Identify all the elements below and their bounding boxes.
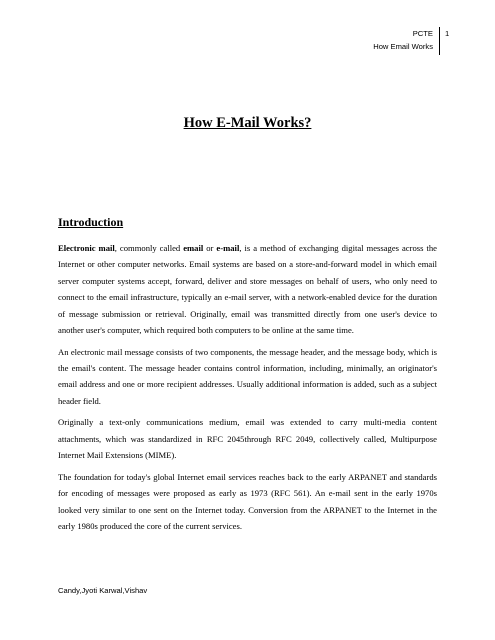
header-org: PCTE (412, 29, 433, 38)
header-doc-title: How Email Works (373, 42, 433, 51)
paragraph-2: An electronic mail message consists of two components, the message header, and the message body, which is the email's content. The message header contains control information, including, minimally, an originator's email address and one or more recipient addresses. Usually additional information is added, such as a subject header field. (58, 346, 437, 406)
paragraph-1 (58, 240, 437, 338)
term-email: email (183, 243, 204, 253)
p1-text-2: or (203, 243, 217, 253)
paragraph-4: The foundation for today's global Internet email services reaches back to the early ARPANET and standards for encoding of messages were proposed as early as 1973 (RFC 561). An e-mail sent in the early 1970s looked very similar to one sent on the Internet today. Conversion from the ARPANET to the Internet in the early 1980s produced the core of the current services. (58, 471, 437, 532)
p1-text-1: , commonly called (114, 243, 184, 253)
page-number: 1 (445, 29, 450, 38)
section-heading-introduction: Introduction (58, 215, 124, 229)
term-electronic-mail: Electronic mail (58, 243, 115, 253)
running-header (373, 27, 440, 55)
p1-text-3: , is a method of exchanging digital messages across the Internet or other computer networks. Email systems are based on a store-and-forward model in which email server computer systems accept, forward, deliver and store messages on behalf of users, who only need to connect to the email infrastructure, typically an e-mail server, with a network-enabled device for the duration of message submission or retrieval. Originally, email was transmitted directly from one user's device to another user's computer, which required both computers to be online at the same time. (58, 243, 437, 336)
body-text (58, 240, 437, 540)
document-title: How E-Mail Works? (183, 115, 312, 131)
paragraph-3: Originally a text-only communications medium, email was extended to carry multi-media content attachments, which was standardized in RFC 2045through RFC 2049, collectively called, Multipurpose Internet Mail Extensions (MIME). (58, 417, 437, 461)
term-e-mail: e-mail (216, 243, 240, 253)
footer-authors: Candy,Jyoti Karwal,Vishav (58, 586, 148, 595)
